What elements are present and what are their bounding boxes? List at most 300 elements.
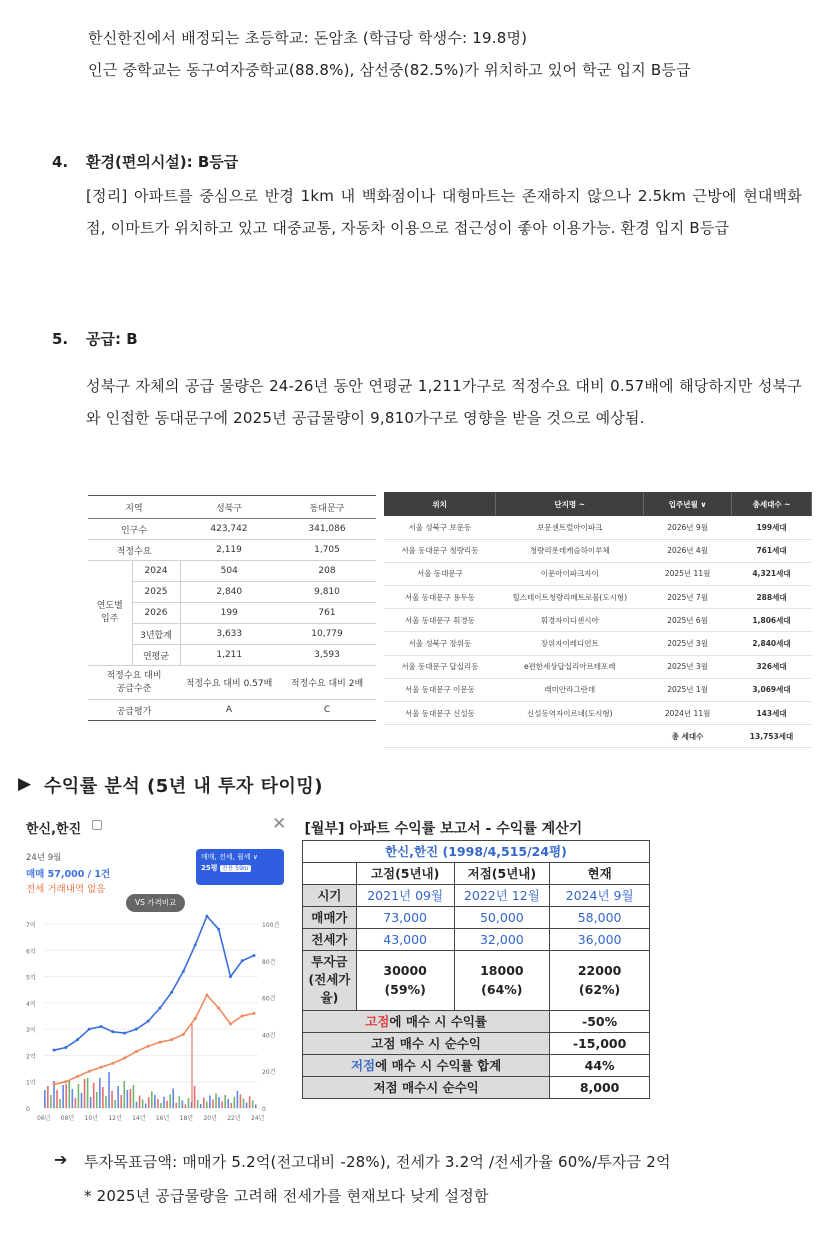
- y-left-tick-label: 0: [26, 1106, 30, 1113]
- volume-bar: [197, 1100, 199, 1108]
- x-tick-label: 20년: [203, 1115, 217, 1122]
- schedule-cell: 서울 동대문구 청량리동: [384, 539, 496, 562]
- volume-bar: [185, 1104, 187, 1108]
- volume-bar: [75, 1098, 77, 1108]
- year-a: 3,633: [180, 624, 278, 645]
- ratio-label-1: 적정수요 대비: [106, 670, 162, 681]
- volume-bar: [96, 1092, 98, 1108]
- schedule-cell: 서울 동대문구: [384, 562, 496, 585]
- ratio-b: 적정수요 대비 2배: [278, 666, 376, 700]
- volume-bar: [212, 1099, 214, 1108]
- series-point-1: [111, 1030, 114, 1033]
- supply-header-b: 동대문구: [278, 496, 376, 519]
- year-label: 2025: [132, 582, 180, 603]
- calc-cell: 43,000: [356, 928, 454, 950]
- volume-bar: [120, 1095, 122, 1108]
- volume-bar: [209, 1095, 211, 1108]
- x-tick-label: 06년: [37, 1115, 51, 1122]
- table-row: [303, 1032, 650, 1054]
- volume-bar: [154, 1095, 156, 1108]
- schedule-cell: 서울 동대문구 이문동: [384, 678, 496, 701]
- section-5-title: 공급: B: [86, 330, 138, 348]
- table-row: [384, 586, 812, 609]
- series-point-1: [194, 944, 197, 947]
- volume-bar: [218, 1097, 220, 1108]
- schedule-cell: 288세대: [732, 586, 812, 609]
- series-point-1: [253, 954, 256, 957]
- series-point-2: [253, 1012, 256, 1015]
- table-row: [384, 702, 812, 725]
- volume-bar: [44, 1090, 46, 1108]
- supply-header-region: 지역: [88, 496, 180, 519]
- calc-row-label: 시기: [303, 884, 357, 906]
- volume-bar: [56, 1090, 58, 1108]
- demand-a: 2,119: [180, 540, 278, 561]
- chart-lease-info: 전세 거래내역 없음: [26, 884, 106, 895]
- ratio-label-2: 공급수준: [116, 683, 152, 694]
- calc-cell: 58,000: [550, 906, 650, 928]
- volume-bar: [188, 1098, 190, 1108]
- target-line-2: * 2025년 공급물량을 고려해 전세가를 현재보다 낮게 설정함: [84, 1187, 489, 1205]
- series-point-1: [182, 970, 185, 973]
- y-left-tick-label: 2억: [26, 1053, 36, 1061]
- schedule-cell: 2026년 9월: [644, 516, 732, 539]
- series-point-2: [100, 1066, 103, 1069]
- volume-bar: [90, 1097, 92, 1108]
- volume-bar: [166, 1101, 168, 1108]
- population-b: 341,086: [278, 519, 376, 540]
- series-point-1: [53, 1049, 56, 1052]
- volume-bar: [145, 1104, 147, 1109]
- demand-b: 1,705: [278, 540, 376, 561]
- schedule-table: [384, 492, 812, 748]
- calc-cell: 50,000: [454, 906, 550, 928]
- volume-bar: [237, 1091, 239, 1108]
- series-point-1: [76, 1038, 79, 1041]
- table-row: [88, 624, 376, 645]
- section-4-title: 환경(편의시설): B등급: [86, 153, 239, 171]
- schedule-cell: 761세대: [732, 539, 812, 562]
- schedule-cell: 4,321세대: [732, 562, 812, 585]
- schedule-cell: 보문센트럴아이파크: [496, 516, 644, 539]
- series-point-2: [135, 1050, 138, 1053]
- schedule-cell: 143세대: [732, 702, 812, 725]
- series-point-2: [241, 1015, 244, 1018]
- invest-cell: [356, 950, 454, 1010]
- schedule-cell: 2,840세대: [732, 632, 812, 655]
- volume-bar: [182, 1100, 184, 1108]
- calc-cell: 2022년 12월: [454, 884, 550, 906]
- table-row: [303, 884, 650, 906]
- schedule-cell: 휘경자이디센시아: [496, 609, 644, 632]
- invest-ratio: (64%): [481, 982, 523, 997]
- volume-bar: [252, 1100, 254, 1108]
- schedule-cell: 서울 동대문구 답십리동: [384, 655, 496, 678]
- year-b: 3,593: [278, 645, 376, 666]
- table-row: [303, 1010, 650, 1032]
- calc-cell: 36,000: [550, 928, 650, 950]
- table-row: [384, 609, 812, 632]
- volume-bar: [148, 1097, 150, 1108]
- year-a: 504: [180, 561, 278, 582]
- schedule-cell: 2025년 7월: [644, 586, 732, 609]
- invest-ratio: (59%): [384, 982, 426, 997]
- series-point-2: [229, 1022, 232, 1025]
- invest-ratio: (62%): [578, 982, 621, 997]
- population-a: 423,742: [180, 519, 278, 540]
- grade-b: C: [278, 700, 376, 721]
- filter-line-2-wrap: [201, 863, 279, 874]
- table-row: [384, 539, 812, 562]
- volume-bar: [215, 1094, 217, 1109]
- summary-rest: 에 매수 시 수익률: [389, 1014, 487, 1029]
- y-right-tick-label: 100건: [262, 922, 280, 929]
- table-row: [384, 562, 812, 585]
- volume-bar: [111, 1091, 113, 1108]
- volume-bar: [240, 1095, 242, 1109]
- volume-bar: [133, 1085, 135, 1108]
- summary-value: 8,000: [550, 1076, 650, 1098]
- table-row: [303, 950, 650, 1010]
- y-right-tick-label: 20건: [262, 1069, 276, 1077]
- schedule-cell: 서울 성북구 보문동: [384, 516, 496, 539]
- volume-bar: [114, 1100, 116, 1108]
- invest-amount: 30000: [383, 963, 427, 978]
- schedule-cell: 서울 동대문구 신설동: [384, 702, 496, 725]
- series-point-1: [170, 991, 173, 994]
- series-point-2: [217, 1007, 220, 1010]
- volume-bar: [221, 1101, 223, 1108]
- year-b: 9,810: [278, 582, 376, 603]
- volume-bar: [230, 1103, 232, 1108]
- volume-bar: [72, 1089, 74, 1108]
- series-point-2: [64, 1080, 67, 1083]
- schedule-cell: 3,069세대: [732, 678, 812, 701]
- volume-bar: [117, 1086, 119, 1108]
- series-point-1: [147, 1020, 150, 1023]
- school-line-2: 인근 중학교는 동구여자중학교(88.8%), 삼선중(82.5%)가 위치하고 있어 학군 입지 B등급: [88, 61, 691, 79]
- year-group-label: [88, 561, 132, 666]
- schedule-cell: 2026년 4월: [644, 539, 732, 562]
- calc-col-peak: 고점(5년내): [356, 862, 454, 884]
- volume-bar: [224, 1095, 226, 1108]
- close-icon[interactable]: ✕: [272, 814, 287, 834]
- table-row: [88, 645, 376, 666]
- volume-bar: [142, 1099, 144, 1108]
- table-row: [88, 582, 376, 603]
- invest-label-3: 율): [320, 990, 339, 1005]
- supply-header-a: 성북구: [180, 496, 278, 519]
- volume-bar: [249, 1096, 251, 1108]
- table-row: [384, 678, 812, 701]
- schedule-cell: 신설동역자이르네(도시형): [496, 702, 644, 725]
- school-line-1: 한신한진에서 배정되는 초등학교: 돈암초 (학급당 학생수: 19.8명): [88, 29, 528, 47]
- y-right-tick-label: 0: [262, 1106, 266, 1113]
- x-tick-label: 10년: [84, 1115, 98, 1122]
- volume-bar: [87, 1078, 89, 1108]
- price-chart: [22, 904, 295, 1134]
- series-point-2: [205, 993, 208, 996]
- x-tick-label: 24년: [251, 1115, 265, 1122]
- table-row: [88, 519, 376, 540]
- series-point-1: [241, 959, 244, 962]
- schedule-cell: 199세대: [732, 516, 812, 539]
- series-point-1: [158, 1007, 161, 1010]
- schedule-cell: 서울 동대문구 용두동: [384, 586, 496, 609]
- schedule-cell: 2025년 6월: [644, 609, 732, 632]
- volume-bar: [84, 1079, 86, 1108]
- year-a: 2,840: [180, 582, 278, 603]
- y-right-tick-label: 60건: [262, 995, 276, 1003]
- volume-bar: [246, 1103, 248, 1108]
- table-row: [384, 725, 812, 748]
- target-arrow-icon: ➔: [54, 1150, 68, 1169]
- schedule-cell: 힐스테이트청량리메트로블(도시형): [496, 586, 644, 609]
- schedule-header-complex[interactable]: 단지명 ~: [496, 492, 644, 516]
- series-point-2: [182, 1033, 185, 1036]
- schedule-cell: 2025년 11월: [644, 562, 732, 585]
- calc-title: [월부] 아파트 수익률 보고서 - 수익률 계산기: [303, 816, 650, 840]
- returns-heading-title: 수익률 분석 (5년 내 투자 타이밍): [44, 776, 323, 797]
- chart-date: 24년 9월: [26, 853, 62, 863]
- summary-label: [303, 1054, 550, 1076]
- calc-cell: 2021년 09월: [356, 884, 454, 906]
- volume-bar: [157, 1099, 159, 1108]
- volume-bar: [93, 1083, 95, 1108]
- schedule-cell: 2025년 3월: [644, 632, 732, 655]
- volume-bar: [234, 1097, 236, 1108]
- schedule-cell: 서울 동대문구 휘경동: [384, 609, 496, 632]
- volume-bar: [99, 1078, 101, 1108]
- series-point-2: [53, 1083, 56, 1086]
- volume-bar: [136, 1102, 138, 1108]
- volume-bar: [194, 1086, 196, 1108]
- calc-col-low: 저점(5년내): [454, 862, 550, 884]
- summary-value: -50%: [550, 1010, 650, 1032]
- schedule-cell: 래미안라그란데: [496, 678, 644, 701]
- summary-label: [303, 1076, 550, 1098]
- series-point-2: [158, 1041, 161, 1044]
- target-line-1: 투자목표금액: 매매가 5.2억(전고대비 -28%), 전세가 3.2억 /전세가율 60%/투자금 2억: [84, 1153, 671, 1171]
- volume-bar: [179, 1096, 181, 1108]
- series-point-2: [111, 1062, 114, 1065]
- volume-bar: [227, 1099, 229, 1108]
- series-point-2: [88, 1070, 91, 1073]
- section-5-number: 5.: [52, 330, 69, 348]
- section-4-number: 4.: [52, 153, 69, 171]
- chart-sale-info: 매매 57,000 / 1건: [26, 869, 111, 880]
- series-point-2: [123, 1057, 126, 1060]
- year-b: 10,779: [278, 624, 376, 645]
- chart-panel-title: 한신,한진: [26, 822, 82, 837]
- invest-label-2: (전세가: [308, 972, 351, 987]
- series-point-1: [205, 915, 208, 918]
- volume-bar: [127, 1090, 129, 1108]
- volume-bar: [81, 1093, 83, 1108]
- table-row: [88, 561, 376, 582]
- volume-bar: [123, 1081, 125, 1108]
- summary-rest: 에 매수 시 수익률 합계: [375, 1058, 502, 1073]
- chart-filter-button[interactable]: [196, 849, 284, 885]
- section-5-body: 성북구 자체의 공급 물량은 24-26년 동안 연평균 1,211가구로 적정수요 대비 0.57배에 해당하지만 성북구와 인접한 동대문구에 2025년 공급물량이 9,810가구로 영향을 받을 것으로 예상됨.: [86, 377, 802, 427]
- series-line-2: [54, 995, 254, 1084]
- summary-value: 44%: [550, 1054, 650, 1076]
- schedule-cell: 2024년 11월: [644, 702, 732, 725]
- filter-line-2: 25평: [201, 864, 218, 872]
- schedule-header-units[interactable]: 총세대수 ~: [732, 492, 812, 516]
- series-point-1: [135, 1028, 138, 1031]
- volume-bar: [59, 1099, 61, 1108]
- table-row: [88, 700, 376, 721]
- volume-bar: [47, 1086, 49, 1108]
- volume-bar: [151, 1091, 153, 1108]
- summary-label: [303, 1032, 550, 1054]
- schedule-header-location[interactable]: 위치: [384, 492, 496, 516]
- table-row: [384, 655, 812, 678]
- supply-table: [88, 495, 376, 721]
- volume-bar: [130, 1089, 132, 1108]
- table-row: [384, 632, 812, 655]
- invest-amount: 18000: [480, 963, 524, 978]
- summary-highlight: 고점: [365, 1014, 390, 1029]
- volume-bar: [169, 1095, 171, 1109]
- year-label: 2024: [132, 561, 180, 582]
- calc-col-now: 현재: [550, 862, 650, 884]
- y-left-tick-label: 1억: [26, 1079, 36, 1087]
- summary-label: [303, 1010, 550, 1032]
- filter-line-1: 매매, 전세, 월세 ∨: [201, 853, 258, 861]
- volume-bar: [102, 1087, 104, 1108]
- schedule-cell: 청량리롯데캐슬하이루체: [496, 539, 644, 562]
- volume-bar: [203, 1098, 205, 1108]
- volume-bar: [68, 1080, 70, 1108]
- grade-label: 공급평가: [88, 700, 180, 721]
- compare-button[interactable]: VS 가격비교: [126, 894, 185, 912]
- year-label: 연평균: [132, 645, 180, 666]
- volume-bar: [78, 1084, 80, 1108]
- year-b: 761: [278, 603, 376, 624]
- y-right-tick-label: 80건: [262, 958, 276, 966]
- y-left-tick-label: 5억: [26, 974, 36, 982]
- x-tick-label: 14년: [132, 1115, 146, 1122]
- series-point-1: [217, 928, 220, 931]
- calc-corner: [303, 862, 357, 884]
- summary-value: -15,000: [550, 1032, 650, 1054]
- schedule-total-value: 13,753세대: [732, 725, 812, 748]
- filter-line-3: 전용 59㎡: [221, 865, 249, 872]
- schedule-cell: 서울 성북구 장위동: [384, 632, 496, 655]
- volume-bar: [163, 1097, 165, 1108]
- table-row: [303, 906, 650, 928]
- series-point-1: [64, 1046, 67, 1049]
- summary-rest: 고점 매수 시 순수익: [371, 1036, 481, 1051]
- table-row: [88, 666, 376, 700]
- info-icon[interactable]: [92, 820, 102, 830]
- series-point-1: [229, 975, 232, 978]
- year-label: 3년합계: [132, 624, 180, 645]
- year-label: 2026: [132, 603, 180, 624]
- volume-bar: [172, 1089, 174, 1108]
- year-b: 208: [278, 561, 376, 582]
- series-point-2: [194, 1017, 197, 1020]
- y-left-tick-label: 6억: [26, 948, 36, 956]
- invest-amount: 22000: [577, 963, 622, 978]
- series-point-1: [123, 1032, 126, 1035]
- calc-row-label: 매매가: [303, 906, 357, 928]
- volume-bar: [243, 1099, 245, 1108]
- calc-row-label: 전세가: [303, 928, 357, 950]
- volume-bar: [108, 1072, 110, 1108]
- y-left-tick-label: 4억: [26, 1000, 36, 1008]
- summary-highlight: 저점: [350, 1058, 376, 1073]
- table-row: [303, 1054, 650, 1076]
- grade-a: A: [180, 700, 278, 721]
- schedule-cell: 2025년 3월: [644, 655, 732, 678]
- y-left-tick-label: 7억: [26, 922, 36, 929]
- y-right-tick-label: 40건: [262, 1032, 276, 1040]
- volume-bar: [255, 1104, 257, 1108]
- table-row: [384, 516, 812, 539]
- schedule-cell: 2025년 1월: [644, 678, 732, 701]
- year-group-label-1: 연도별: [96, 601, 123, 611]
- x-tick-label: 18년: [179, 1115, 194, 1122]
- invest-label-1: 투자금: [311, 954, 348, 969]
- schedule-header-date[interactable]: 입주년월 ∨: [644, 492, 732, 516]
- return-calc-table: [302, 816, 650, 1099]
- x-tick-label: 16년: [155, 1115, 170, 1122]
- table-row: [303, 1076, 650, 1098]
- population-label: 인구수: [88, 519, 180, 540]
- table-row: [88, 540, 376, 561]
- year-a: 1,211: [180, 645, 278, 666]
- summary-rest: 저점 매수시 순수익: [373, 1080, 479, 1095]
- schedule-cell: 326세대: [732, 655, 812, 678]
- series-point-1: [88, 1028, 91, 1031]
- volume-bar: [65, 1084, 67, 1108]
- schedule-cell: 1,806세대: [732, 609, 812, 632]
- price-chart-panel: [22, 814, 295, 1134]
- table-row: [88, 603, 376, 624]
- series-point-1: [100, 1025, 103, 1028]
- volume-bar: [105, 1096, 107, 1108]
- ratio-label: [88, 666, 180, 700]
- volume-bar: [160, 1103, 162, 1108]
- schedule-cell: 이문아이파크자이: [496, 562, 644, 585]
- series-point-2: [147, 1045, 150, 1048]
- demand-label: 적정수요: [88, 540, 180, 561]
- invest-cell: [550, 950, 650, 1010]
- table-row: [303, 928, 650, 950]
- year-a: 199: [180, 603, 278, 624]
- series-line-1: [54, 916, 254, 1050]
- ratio-a: 적정수요 대비 0.57배: [180, 666, 278, 700]
- calc-cell: 32,000: [454, 928, 550, 950]
- calc-subtitle: 한신,한진 (1998/4,515/24평): [303, 840, 650, 862]
- volume-bar: [206, 1102, 208, 1108]
- volume-bar: [50, 1095, 52, 1108]
- calc-cell: 2024년 9월: [550, 884, 650, 906]
- calc-cell: 73,000: [356, 906, 454, 928]
- y-left-tick-label: 3억: [26, 1027, 36, 1035]
- x-tick-label: 08년: [60, 1115, 75, 1122]
- volume-bar: [139, 1095, 141, 1108]
- x-tick-label: 22년: [227, 1115, 241, 1122]
- invest-label: [303, 950, 357, 1010]
- series-point-2: [170, 1038, 173, 1041]
- schedule-cell: 장위자이레디언트: [496, 632, 644, 655]
- schedule-total-label: 총 세대수: [644, 725, 732, 748]
- x-tick-label: 12년: [108, 1115, 122, 1122]
